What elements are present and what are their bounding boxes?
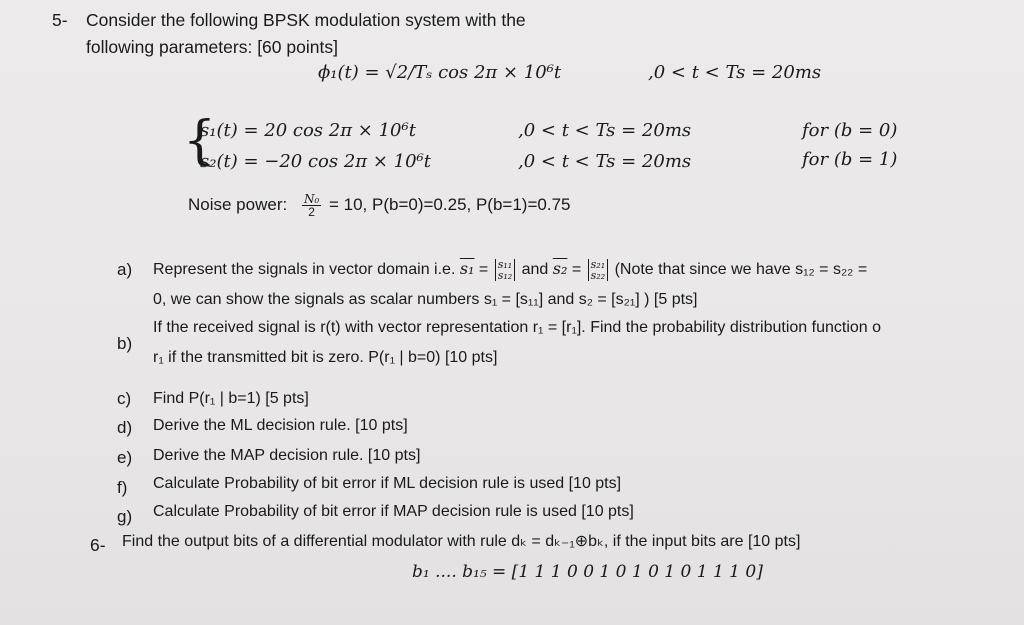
part-a-line2: 0, we can show the signals as scalar numbers s₁ = [s₁₁] and s₂ = [s₂₁] ) [5 pts] xyxy=(153,291,698,308)
part-d-line1: Derive the ML decision rule. [10 pts] xyxy=(153,417,408,434)
part-e-line1: Derive the MAP decision rule. [10 pts] xyxy=(153,447,421,464)
part-a-text: Represent the signals in vector domain i.e. xyxy=(153,261,456,278)
signal-s1-condition: for (b = 0) xyxy=(802,120,898,141)
signal-s2-condition: for (b = 1) xyxy=(802,149,898,170)
noise-power-label: Noise power: xyxy=(188,194,288,214)
basis-function-equation: ϕ₁(t) = √2/Tₛ cos 2π × 10⁶t xyxy=(318,62,562,83)
question-6-line1: Find the output bits of a differential modulator with rule dₖ = dₖ₋₁⊕bₖ, if the input bits are [10 pts] xyxy=(122,533,801,550)
vector-s1-symbol: s₁ xyxy=(459,259,475,278)
question-5-number: 5- xyxy=(52,10,68,30)
vector-s2-matrix xyxy=(588,259,608,281)
part-g-marker: g) xyxy=(117,507,133,526)
part-e-marker: e) xyxy=(117,448,133,467)
basis-function-range: ,0 < t < Ts = 20ms xyxy=(648,62,822,83)
system-brace: { xyxy=(183,111,217,171)
part-g-line1: Calculate Probability of bit error if MAP decision rule is used [10 pts] xyxy=(153,503,634,520)
part-f-line1: Calculate Probability of bit error if ML decision rule is used [10 pts] xyxy=(153,475,622,492)
part-b-line2: r₁ if the transmitted bit is zero. P(r₁ | b=0) [10 pts] xyxy=(153,349,498,366)
part-a-note: (Note that since we have s₁₂ = s₂₂ = xyxy=(614,261,868,278)
part-c-line1: Find P(r₁ | b=1) [5 pts] xyxy=(153,390,309,407)
question-5-intro-line2: following parameters: [60 points] xyxy=(86,37,338,57)
question-6-number: 6- xyxy=(90,535,106,555)
signal-s1-range: ,0 < t < Ts = 20ms xyxy=(518,120,692,141)
matrix-s22: s₂₂ xyxy=(590,268,606,282)
part-a-and: and xyxy=(521,261,549,278)
noise-fraction-numerator: N₀ xyxy=(303,192,320,206)
matrix-s11: s₁₁ xyxy=(497,257,513,271)
noise-power-row xyxy=(188,193,570,218)
noise-power-values: = 10, P(b=0)=0.25, P(b=1)=0.75 xyxy=(329,194,571,214)
vector-s2-symbol: s₂ xyxy=(552,259,568,278)
noise-fraction-denominator: 2 xyxy=(308,205,315,219)
part-a-marker: a) xyxy=(117,260,133,279)
signal-s1-equation: s₁(t) = 20 cos 2π × 10⁶t xyxy=(200,120,416,141)
part-b-line1: If the received signal is r(t) with vector representation r₁ = [r₁]. Find the probability distribution function o xyxy=(153,319,882,336)
question-6-input-bits: b₁ .... b₁₅ = [1 1 1 0 0 1 0 1 0 1 0 1 1 1 0] xyxy=(412,562,763,582)
part-f-marker: f) xyxy=(117,478,128,497)
part-b-marker: b) xyxy=(117,334,133,353)
question-5-intro-line1: Consider the following BPSK modulation system with the xyxy=(86,10,526,30)
part-a-line1: Represent the signals in vector domain i.e. s₁ = s₁₁ s₁₂ and s₂ = s₂₁ s₂₂ (Note that since we have s₁₂ = s₂₂ = xyxy=(153,257,868,282)
vector-s1-matrix xyxy=(495,259,515,281)
matrix-s12: s₁₂ xyxy=(497,268,513,282)
signal-s2-range: ,0 < t < Ts = 20ms xyxy=(518,151,692,172)
matrix-s21: s₂₁ xyxy=(590,257,606,271)
part-d-marker: d) xyxy=(117,418,133,437)
part-c-marker: c) xyxy=(117,389,132,408)
signal-s2-equation: s₂(t) = −20 cos 2π × 10⁶t xyxy=(200,151,432,172)
noise-fraction xyxy=(302,193,321,218)
